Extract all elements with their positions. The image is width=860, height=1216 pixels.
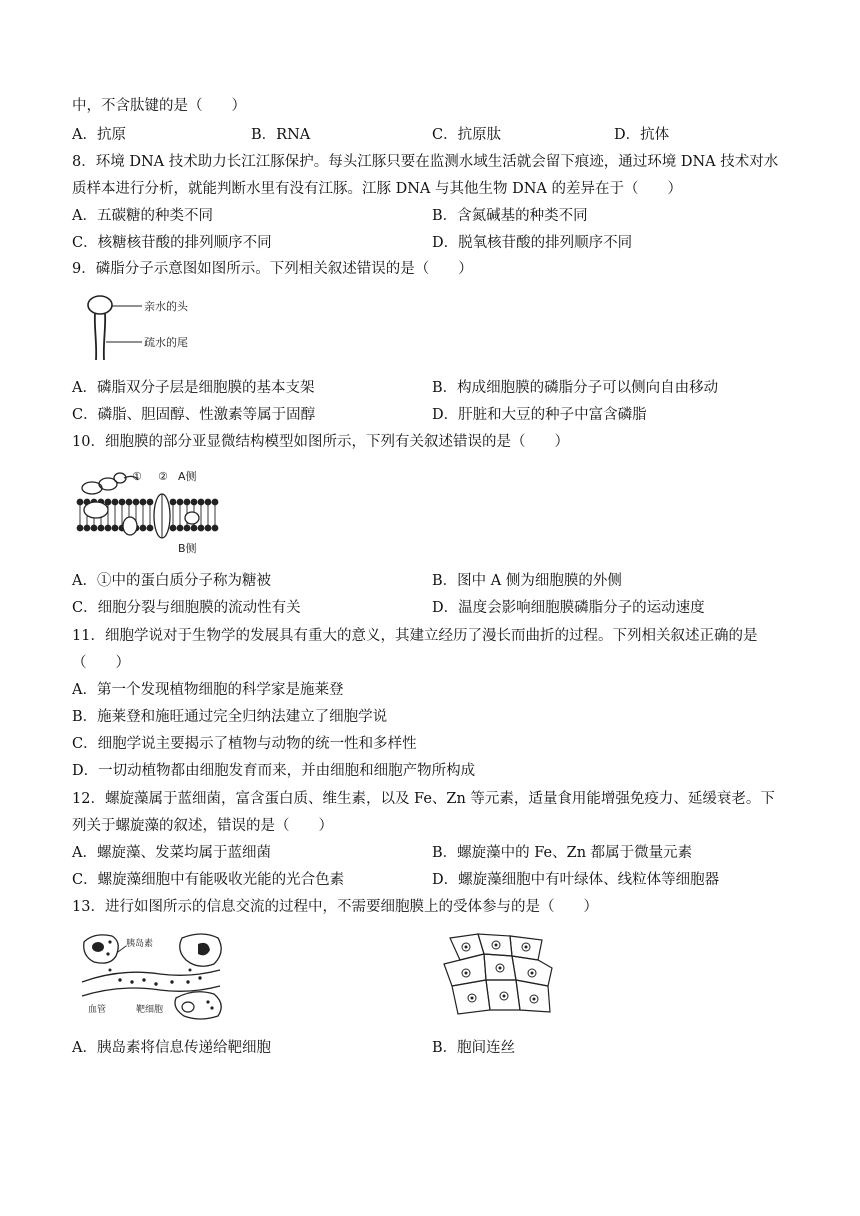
q7-option-c: C．抗原肽 <box>432 127 502 143</box>
q7-option-a: A．抗原 <box>72 127 126 143</box>
q9-stem: 9．磷脂分子示意图如图所示。下列相关叙述错误的是（ ） <box>72 261 473 277</box>
q11-stem-line2: （ ） <box>72 655 130 671</box>
insulin-signaling-figure <box>80 930 230 1022</box>
q13-option-b: B．胞间连丝 <box>432 1040 516 1056</box>
q12-option-c: C．螺旋藻细胞中有能吸收光能的光合色素 <box>72 872 345 888</box>
membrane-side-a-label: A侧 <box>178 470 197 483</box>
q8-option-b: B．含氮碱基的种类不同 <box>432 208 588 224</box>
q12-stem-line1: 12．螺旋藻属于蓝细菌，富含蛋白质、维生素，以及 Fe、Zn 等元素，适量食用能增强免疫力、延缓衰老。下 <box>72 791 775 807</box>
q13-option-a: A．胰岛素将信息传递给靶细胞 <box>72 1040 271 1056</box>
q7-option-b: B．RNA <box>251 127 311 143</box>
q10-option-d: D．温度会影响细胞膜磷脂分子的运动速度 <box>432 600 705 616</box>
q12-option-a: A．螺旋藻、发菜均属于蓝细菌 <box>72 845 271 861</box>
q13-stem: 13．进行如图所示的信息交流的过程中，不需要细胞膜上的受体参与的是（ ） <box>72 899 598 915</box>
phospholipid-tail-label: 疏水的尾 <box>144 336 188 349</box>
membrane-label-2: ② <box>158 470 168 483</box>
phospholipid-head-label: 亲水的头 <box>144 300 188 313</box>
q8-option-d: D．脱氧核苷酸的排列顺序不同 <box>432 235 633 251</box>
membrane-side-b-label: B侧 <box>178 542 197 555</box>
q9-option-a: A．磷脂双分子层是细胞膜的基本支架 <box>72 380 315 396</box>
q8-option-a: A．五碳糖的种类不同 <box>72 208 213 224</box>
q7-stem-tail: 中，不含肽键的是（ ） <box>72 98 246 114</box>
q8-stem-line1: 8．环境 DNA 技术助力长江江豚保护。每头江豚只要在监测水域生活就会留下痕迹，通过环境 DNA 技术对水 <box>72 154 779 170</box>
insulin-label: 胰岛素 <box>126 939 154 949</box>
cell-membrane-figure <box>74 466 224 556</box>
q11-option-d: D．一切动植物都由细胞发育而来，并由细胞和细胞产物所构成 <box>72 763 476 779</box>
blood-vessel-label: 血管 <box>88 1005 107 1015</box>
q12-stem-line2: 列关于螺旋藻的叙述，错误的是（ ） <box>72 818 333 834</box>
q7-option-d: D．抗体 <box>614 127 670 143</box>
q11-option-a: A．第一个发现植物细胞的科学家是施莱登 <box>72 682 344 698</box>
q11-option-c: C．细胞学说主要揭示了植物与动物的统一性和多样性 <box>72 736 417 752</box>
q8-option-c: C．核糖核苷酸的排列顺序不同 <box>72 235 272 251</box>
q10-option-c: C．细胞分裂与细胞膜的流动性有关 <box>72 600 301 616</box>
membrane-label-1: ① <box>132 470 142 483</box>
q10-stem: 10．细胞膜的部分亚显微结构模型如图所示，下列有关叙述错误的是（ ） <box>72 434 569 450</box>
q10-option-b: B．图中 A 侧为细胞膜的外侧 <box>432 573 622 589</box>
q11-option-b: B．施莱登和施旺通过完全归纳法建立了细胞学说 <box>72 709 388 725</box>
q8-stem-line2: 质样本进行分析，就能判断水里有没有江豚。江豚 DNA 与其他生物 DNA 的差异在于（ ） <box>72 181 683 197</box>
q9-option-b: B．构成细胞膜的磷脂分子可以侧向自由移动 <box>432 380 719 396</box>
q9-option-d: D．肝脏和大豆的种子中富含磷脂 <box>432 407 647 423</box>
q12-option-b: B．螺旋藻中的 Fe、Zn 都属于微量元素 <box>432 845 693 861</box>
phospholipid-figure <box>84 292 214 364</box>
plasmodesmata-figure <box>440 930 560 1022</box>
q11-stem-line1: 11．细胞学说对于生物学的发展具有重大的意义，其建立经历了漫长而曲折的过程。下列相关叙述正确的是 <box>72 628 758 644</box>
q9-option-c: C．磷脂、胆固醇、性激素等属于固醇 <box>72 407 316 423</box>
q10-option-a: A．①中的蛋白质分子称为糖被 <box>72 573 271 589</box>
q12-option-d: D．螺旋藻细胞中有叶绿体、线粒体等细胞器 <box>432 872 720 888</box>
target-cell-label: 靶细胞 <box>136 1005 164 1015</box>
